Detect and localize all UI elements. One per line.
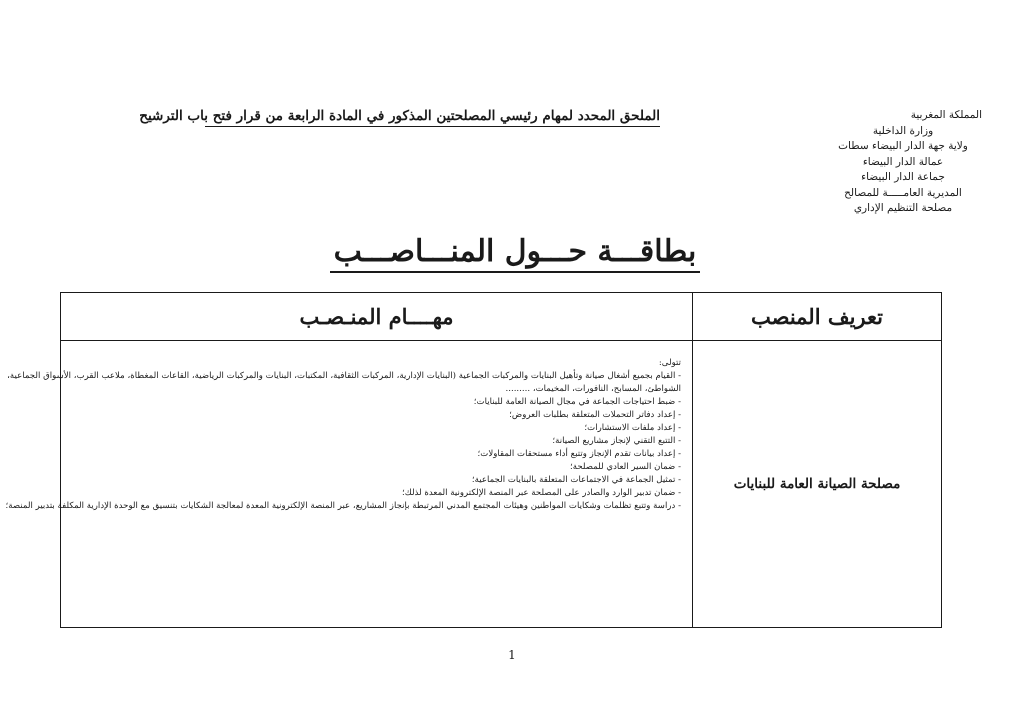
- position-name: مصلحة الصيانة العامة للبنايات: [733, 476, 901, 492]
- task-item: - إعداد دفاتر التحملات المتعلقة بطلبات العروض؛: [509, 410, 681, 420]
- position-name-cell: [693, 341, 941, 627]
- task-item: - إعداد بيانات تقدم الإنجاز وتتبع أداء مستحقات المقاولات؛: [477, 449, 681, 459]
- letterhead-line: عمالة الدار البيضاء: [862, 155, 944, 168]
- column-header-position-definition: تعريف المنصب: [751, 304, 883, 329]
- task-item: - ضبط احتياجات الجماعة في مجال الصيانة العامة للبنايات؛: [473, 397, 681, 407]
- letterhead-line: المديرية العامـــــة للمصالح: [844, 186, 962, 199]
- task-item: - إعداد ملفات الاستشارات؛: [584, 423, 681, 433]
- annex-title: الملحق المحدد لمهام رئيسي المصلحتين المذكور في المادة الرابعة من قرار فتح باب الترشيح: [205, 108, 660, 127]
- letterhead-line: وزارة الداخلية: [872, 124, 934, 137]
- task-item: - ضمان السير العادي للمصلحة؛: [570, 462, 681, 472]
- task-item: - التتبع التقني لإنجاز مشاريع الصيانة؛: [552, 436, 681, 446]
- page-number: 1: [508, 648, 516, 662]
- letterhead-line: جماعة الدار البيضاء: [861, 171, 945, 183]
- column-header-position-tasks: مهــــام المنـصـب: [299, 304, 454, 329]
- task-item: الشواطئ، المسابح، النافورات، المخيمات، .........: [505, 384, 681, 394]
- letterhead-line: المملكة المغربية: [910, 109, 982, 121]
- task-item: - تمثيل الجماعة في الاجتماعات المتعلقة بالبنايات الجماعية؛: [471, 475, 681, 485]
- task-item: - القيام بجميع أشغال صيانة وتأهيل البنايات والمركبات الجماعية (البنايات الإدارية، المركبات الثقافية، المكتبات، البنايات والمركبات الرياضية، القاعات المغطاة، ملاعب القرب، الأسواق الجماعية،: [7, 371, 681, 381]
- card-title: بطاقـــة حـــول المنـــاصـــب: [330, 234, 700, 273]
- letterhead-line: مصلحة التنظيم الإداري: [853, 202, 953, 214]
- jobs-table: [5, 292, 942, 628]
- letterhead-line: ولاية جهة الدار البيضاء سطات: [838, 140, 968, 152]
- letterhead: [818, 108, 988, 217]
- tasks-intro: تتولى:: [658, 358, 681, 368]
- task-item: - دراسة وتتبع تظلمات وشكايات المواطنين وهيئات المجتمع المدني المرتبطة بإنجاز المشاريع، عبر المنصة الإلكترونية المعدة لمعالجة الشكايات بتنسيق مع الوحدة الإدارية المكلفة بتدبير المنصة؛: [5, 501, 681, 511]
- tasks-cell: [5, 357, 681, 513]
- task-item: - ضمان تدبير الوارد والصادر على المصلحة عبر المنصة الإلكترونية المعدة لذلك؛: [401, 488, 681, 498]
